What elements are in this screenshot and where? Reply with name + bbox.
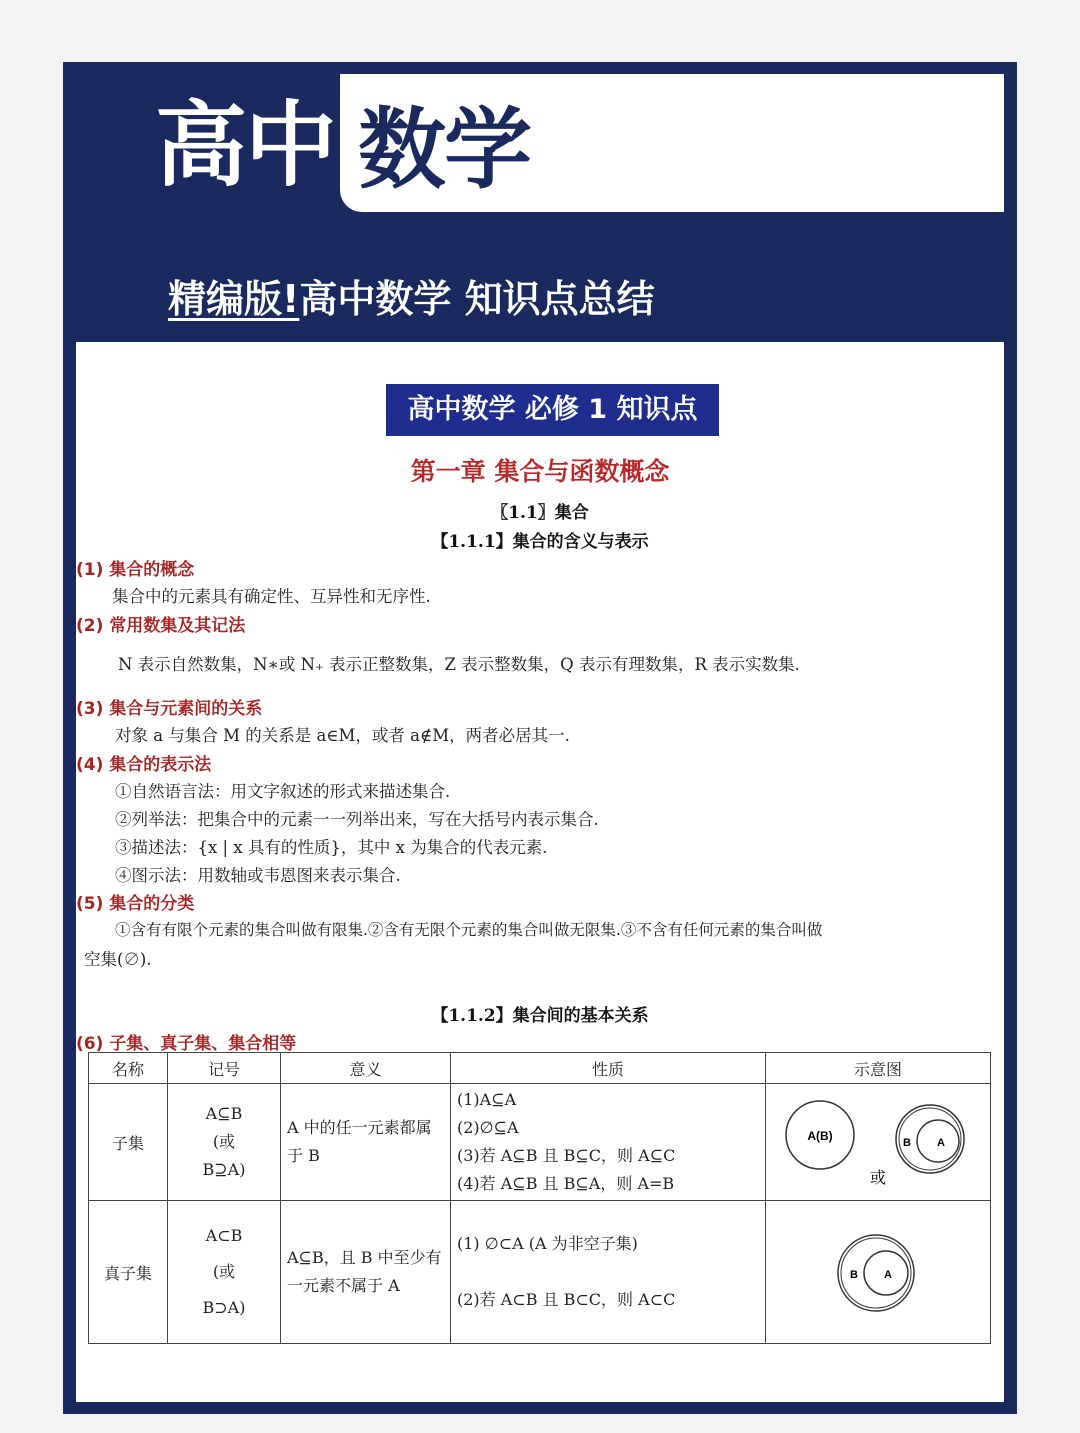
row-proper-notation: [168, 1201, 281, 1344]
title-shuxue: 数学: [358, 98, 531, 201]
property-line: (4)若 A⊆B 且 B⊆A，则 A=B: [457, 1174, 675, 1193]
meaning-text: A⊆B，且 B 中至少有一元素不属于 A: [287, 1248, 442, 1295]
section-1-1: 〖1.1〗集合: [491, 503, 589, 523]
item-5-heading: (5) 集合的分类: [76, 894, 195, 914]
item-5-line-2: 空集(∅).: [84, 950, 152, 969]
item-4-line-4: ④图示法：用数轴或韦恩图来表示集合.: [115, 866, 401, 885]
venn-or-text: 或: [869, 1168, 887, 1187]
chapter-title: 第一章 集合与函数概念: [410, 457, 670, 486]
item-4-line-2: ②列举法：把集合中的元素一一列举出来，写在大括号内表示集合.: [115, 810, 599, 829]
row-proper-diagram: [766, 1201, 991, 1344]
notation-line: B⊃A): [202, 1298, 246, 1317]
item-1-heading: (1) 集合的概念: [76, 560, 195, 580]
header-properties: 性质: [451, 1053, 766, 1084]
table-row: [89, 1084, 991, 1201]
table-header-row: [89, 1053, 991, 1084]
row-subset-diagram: [766, 1084, 991, 1201]
row-proper-name: 真子集: [89, 1201, 168, 1344]
title-gaozhong: 高中: [155, 92, 336, 199]
row-proper-properties: [451, 1201, 766, 1344]
item-4-line-1: ①自然语言法：用文字叙述的形式来描述集合.: [115, 782, 451, 801]
item-6-heading: (6) 子集、真子集、集合相等: [76, 1034, 297, 1054]
notation-line: (或: [212, 1132, 236, 1151]
item-4-line-3: ③描述法：{x | x 具有的性质}，其中 x 为集合的代表元素.: [115, 838, 548, 857]
property-line: (2)∅⊆A: [457, 1118, 519, 1137]
row-subset-properties: [451, 1084, 766, 1201]
property-line: (1) ∅⊂A (A 为非空子集): [457, 1234, 638, 1253]
row-proper-meaning: [281, 1201, 451, 1344]
notation-line: B⊇A): [202, 1160, 246, 1179]
notation-line: (或: [212, 1262, 236, 1281]
item-1-line: 集合中的元素具有确定性、互异性和无序性.: [112, 587, 431, 606]
row-subset-name: 子集: [89, 1084, 168, 1201]
venn-label-a: A: [937, 1137, 945, 1149]
property-line: (1)A⊆A: [457, 1090, 517, 1109]
property-line: (3)若 A⊆B 且 B⊆C，则 A⊆C: [457, 1146, 676, 1165]
row-subset-meaning: [281, 1084, 451, 1201]
venn-label-b: B: [850, 1269, 858, 1281]
row-subset-notation: [168, 1084, 281, 1201]
section-1-1-2: 【1.1.2】集合间的基本关系: [431, 1006, 649, 1026]
item-4-heading: (4) 集合的表示法: [76, 755, 212, 775]
table-row: [89, 1201, 991, 1344]
notation-line: A⊆B: [205, 1104, 243, 1123]
property-line: (2)若 A⊂B 且 B⊂C，则 A⊂C: [457, 1290, 676, 1309]
notation-line: A⊂B: [205, 1226, 243, 1245]
subtitle: [168, 268, 655, 323]
venn-label-ab: A(B): [807, 1129, 833, 1143]
subtitle-rest: 高中数学 知识点总结: [299, 277, 655, 321]
item-2-line: N 表示自然数集，N∗或 N₊ 表示正整数集，Z 表示整数集，Q 表示有理数集，R 表示实数集.: [118, 655, 800, 674]
item-5-line-1: ①含有有限个元素的集合叫做有限集.②含有无限个元素的集合叫做无限集.③不含有任何元素的集合叫做: [115, 921, 823, 939]
subtitle-underlined: 精编版!: [168, 277, 300, 321]
item-3-heading: (3) 集合与元素间的关系: [76, 699, 263, 719]
subset-table: [88, 1052, 991, 1344]
subset-venn-diagram: [766, 1085, 990, 1195]
venn-label-a: A: [884, 1269, 892, 1281]
proper-subset-venn-diagram: [766, 1201, 990, 1339]
venn-label-b: B: [903, 1137, 911, 1149]
header-notation: 记号: [168, 1053, 281, 1084]
header-meaning: 意义: [281, 1053, 451, 1084]
section-banner: 高中数学 必修 1 知识点: [386, 384, 719, 436]
item-3-line: 对象 a 与集合 M 的关系是 a∈M，或者 a∉M，两者必居其一.: [115, 726, 570, 745]
meaning-text: A 中的任一元素都属于 B: [287, 1118, 432, 1165]
section-1-1-1: 【1.1.1】集合的含义与表示: [431, 532, 649, 552]
item-2-heading: (2) 常用数集及其记法: [76, 616, 246, 636]
header-name: 名称: [89, 1053, 168, 1084]
header-diagram: 示意图: [766, 1053, 991, 1084]
